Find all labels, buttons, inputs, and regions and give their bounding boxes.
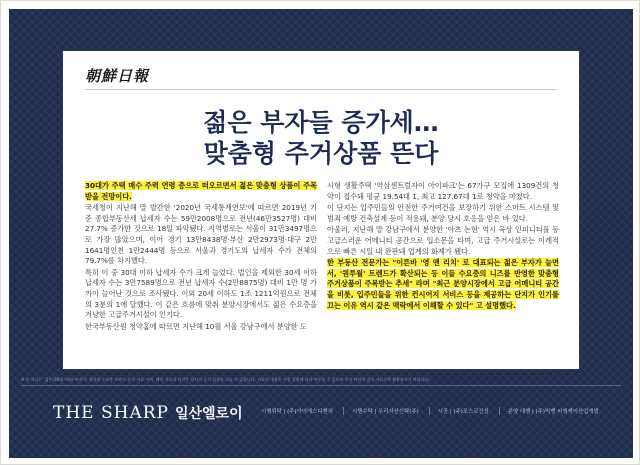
disclaimer-fine-print: ※ 본 자료는 '젊은(30대 이하) 부자'로 정의된 수요층 트렌드 분석 자료 이며, 해당 자료의 의견은 당사의 공식 입장과 다를 수 있습니다. 자료의 내용은 시장 상황에 따라 변동될 수 있으며 투자 판단의 참고 자료로만 활용하시기 바랍니다. [21,377,430,382]
left-paragraph-3: 한국부동산원 청약홈에 따르면 지난해 10월 서울 강남구에서 분양한 도 [85,321,307,331]
left-paragraph-2: 특히 이 중 30대 이하 납세자 수가 크게 늘었다. 법인을 제외한 30세 이하 납세자 수는 3만7589명으로 전년 납세자 수(2만8875명) 대비 1만 명 가까이 늘어난 것으로 조사됐다. 이외 20세 이하도 1조 1211억원으로 전체의 3분의 1에 달했다. 이 같은 흐름에 맞춰 분양시장에서도 젊은 수요층을 겨냥한 고급주거시설이 인기다. [85,267,317,320]
newspaper-clipping [63,51,579,369]
left-paragraph-1: 국세청이 지난해 말 발간한 '2020년 국세통계연보'에 따르면 2019년 기준 종합부동산세 납세자 수는 59만2008명으로 전년(46만3527명) 대비 27.7% 증가한 것으로 18일 파악됐다. 지역별로는 서울이 31만3497명으로 가장 많았으며, 이어 경기 13만8438명·부산 2만2973명·대구 2만1641명인천 1만2444명 등으로 서울과 경기도의 납세자 수가 전체의 79.7%를 차지했다. [85,203,317,266]
credit-constructor: 시공 | (주)포스코건설 [429,407,489,415]
expert-quote-highlight: 한 부동산 전문가는 "이른바 '영 앤 리치' 로 대표되는 젊은 부자가 늘면서, '퀀투월' 트렌드가 확산되는 등 이들 수요층의 니즈를 반영한 맞춤형 주거상품이 주목받는 추세" 라며 "최근 분양시장에서 고급 어메니티 공간을 비롯, 입주민들을 위한 컨시어지 서비스 등을 제공하는 단지가 인기를 끄는 이유 역시 같은 맥락에서 이해할 수 있다" 고 설명했다. [327,258,559,310]
article-column-left [85,181,317,333]
right-paragraph-3: 아울러, 지난해 말 강남구에서 분양한 '아츠 논현' 역시 옥상 인피니티풀 등 고급스러운 어메니티 공간으로 입소문을 타며, 고급 주거시설로는 이례적으로 빠른 시일 내 완판돼 업계의 화제가 됐다. [327,225,559,256]
article-column-right [327,181,559,312]
lead-highlight: 30대가 주택 매수 주력 연령 층으로 떠오르면서 젊은 맞춤형 상품이 주목받을 전망이다. [85,181,317,201]
right-paragraph-2: 이 단지는 입주민들의 안전한 주거여건을 보장하기 위한 스마트 시스템 및 범죄 예방 건축설계 등이 적용돼, 분양 당시 호응을 얻은 바 있다. [327,203,559,223]
masthead-divider [85,89,557,90]
right-paragraph-1: 시형 생활주택 '역삼센트럴자이 아이파크'는 67가구 모집에 1309건의 청약이 접수돼 평균 19.54대 1, 최고 127.67대 1로 청약을 마쳤다. [327,181,559,201]
brand-logo [53,399,243,427]
brand-name-en: THE SHARP [53,403,169,423]
footer-divider [21,385,621,386]
headline-line-2: 맞춤형 주거상품 뜬다 [203,139,439,168]
credit-sales-agent: 분양 대행 | (주)빅뱅 씨엠케이산업개발 [499,407,599,415]
credit-trustee: 시행수탁 | 우리자산신탁(주) [343,407,419,415]
headline [63,107,579,169]
project-credits [261,407,621,415]
credit-developer: 시행위탁 | (주)아이에스디벤처 [261,409,333,415]
newspaper-masthead: 朝鮮日報 [85,67,150,85]
headline-line-1: 젊은 부자들 증가세… [203,108,439,137]
brand-name-kr: 일산엘로이 [174,406,243,422]
